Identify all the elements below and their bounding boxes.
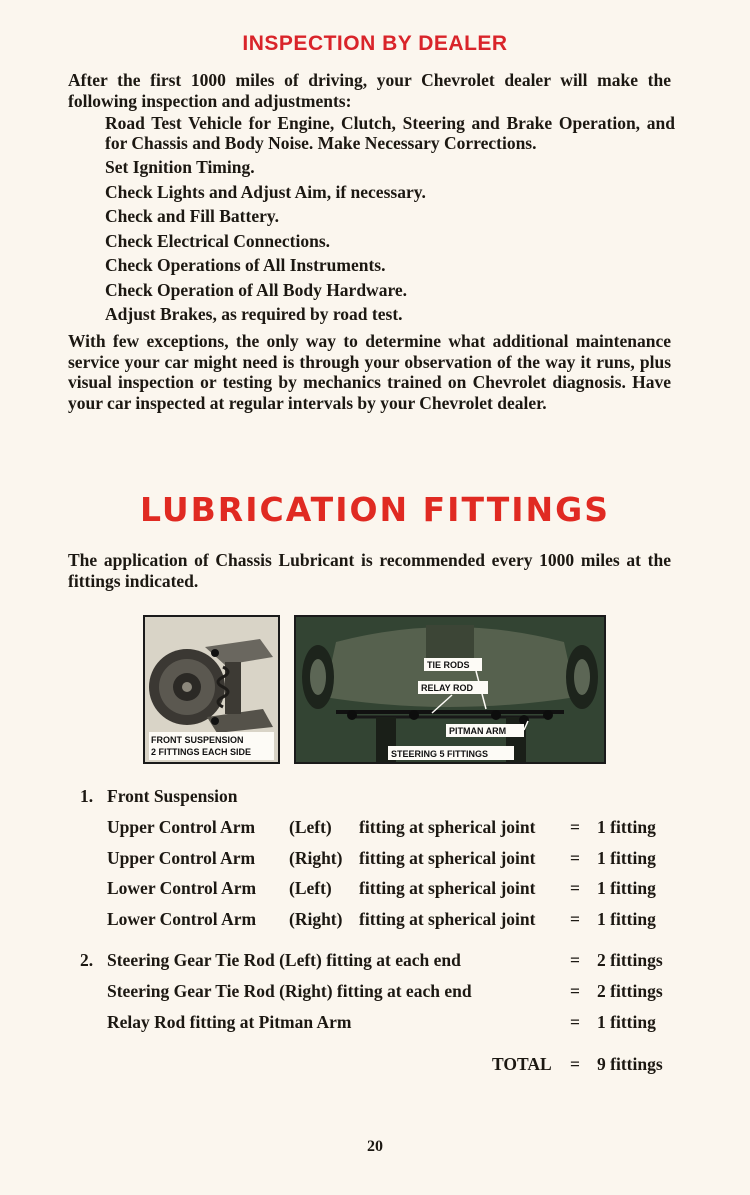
checklist-item: Adjust Brakes, as required by road test. — [105, 304, 403, 324]
row-count: 1 fitting — [597, 1012, 656, 1032]
row-side: (Right) — [289, 909, 343, 929]
checklist-item: Check Operations of All Instruments. — [105, 255, 386, 275]
section-1-number: 1. — [80, 786, 94, 806]
row-part: Lower Control Arm — [107, 878, 257, 898]
row-count: 2 fittings — [597, 981, 663, 1001]
row-part: Lower Control Arm — [107, 909, 257, 929]
inspection-title: INSPECTION BY DEALER — [242, 32, 508, 55]
row-text: Steering Gear Tie Rod (Left) fitting at each end — [107, 950, 461, 970]
row-side: (Right) — [289, 848, 343, 868]
section-1-heading: Front Suspension — [107, 786, 238, 806]
row-eq: = — [570, 817, 580, 837]
row-part: Upper Control Arm — [107, 817, 256, 837]
label-tie-rods: TIE RODS — [427, 660, 470, 670]
row-count: 2 fittings — [597, 950, 663, 970]
front-suspension-caption-1: FRONT SUSPENSION — [151, 735, 244, 745]
checklist-item: Check and Fill Battery. — [105, 206, 280, 226]
label-relay-rod: RELAY ROD — [421, 683, 474, 693]
label-pitman-arm: PITMAN ARM — [449, 726, 507, 736]
row-part: Upper Control Arm — [107, 848, 256, 868]
row-eq: = — [570, 1012, 580, 1032]
front-suspension-figure — [143, 615, 280, 764]
total-count: 9 fittings — [597, 1054, 663, 1074]
row-text: Steering Gear Tie Rod (Right) fitting at each end — [107, 981, 472, 1001]
total-eq: = — [570, 1054, 580, 1074]
checklist-item: Road Test Vehicle for Engine, Clutch, Steering and Brake Operation, and for Chassis and Body Noise. Make Necessary Corrections. — [105, 113, 675, 153]
checklist-item: Check Lights and Adjust Aim, if necessary. — [105, 181, 426, 202]
row-eq: = — [570, 909, 580, 929]
inspection-checklist — [105, 113, 675, 329]
row-text: Relay Rod fitting at Pitman Arm — [107, 1012, 352, 1032]
row-where: fitting at spherical joint — [359, 909, 536, 929]
row-eq: = — [570, 950, 580, 970]
row-eq: = — [570, 981, 580, 1001]
lubrication-title: LUBRICATION FITTINGS — [140, 490, 610, 529]
row-count: 1 fitting — [597, 817, 656, 837]
inspection-intro: After the first 1000 miles of driving, your Chevrolet dealer will make the following inspection and adjustments: — [68, 70, 671, 111]
row-count: 1 fitting — [597, 878, 656, 898]
checklist-item: Check Operation of All Body Hardware. — [105, 279, 408, 300]
row-eq: = — [570, 878, 580, 898]
checklist-item: Set Ignition Timing. — [105, 157, 255, 177]
total-label: TOTAL — [492, 1054, 552, 1074]
row-side: (Left) — [289, 878, 332, 898]
row-where: fitting at spherical joint — [359, 817, 536, 837]
label-steering: STEERING 5 FITTINGS — [391, 749, 489, 759]
row-side: (Left) — [289, 817, 332, 837]
page-number: 20 — [367, 1138, 383, 1155]
lubrication-intro: The application of Chassis Lubricant is recommended every 1000 miles at the fittings indicated. — [68, 550, 671, 591]
checklist-item: Check Electrical Connections. — [105, 230, 331, 251]
row-count: 1 fitting — [597, 909, 656, 929]
front-suspension-caption-2: 2 FITTINGS EACH SIDE — [151, 747, 252, 757]
row-count: 1 fitting — [597, 848, 656, 868]
section-2-number: 2. — [80, 950, 94, 970]
row-where: fitting at spherical joint — [359, 848, 536, 868]
inspection-closing: With few exceptions, the only way to determine what additional maintenance service your car might need is through your observation of the way it runs, plus visual inspection or testing by mechanics trained on Chevrolet diagnosis. Have your car inspected at regular intervals by your Chevrolet dealer. — [68, 331, 671, 413]
row-where: fitting at spherical joint — [359, 878, 536, 898]
steering-linkage-figure — [294, 615, 606, 764]
row-eq: = — [570, 848, 580, 868]
